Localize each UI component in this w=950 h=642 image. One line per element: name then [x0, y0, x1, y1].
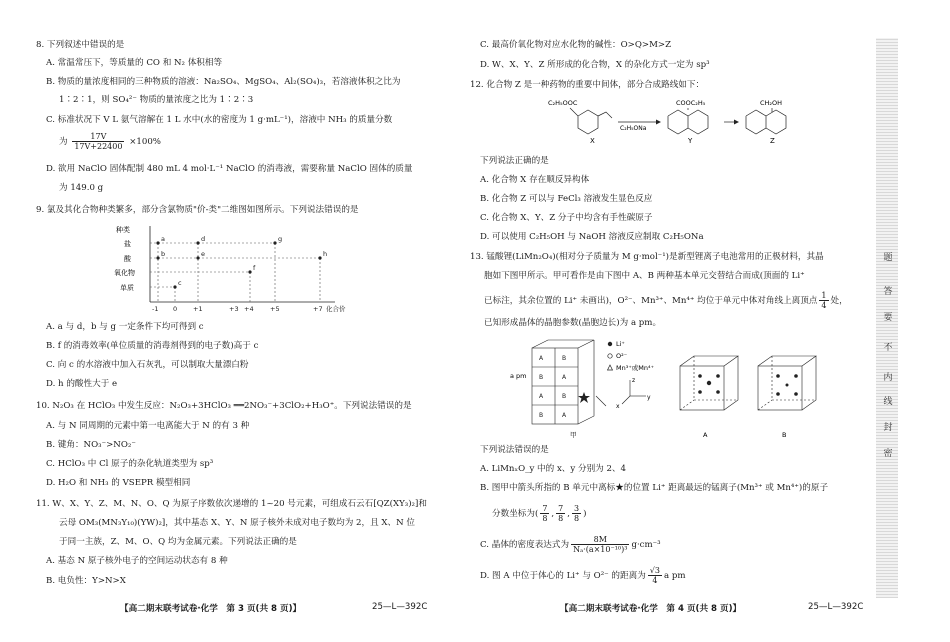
q13-d-den: 4: [652, 576, 658, 585]
q10-option-a: A. 与 N 同周期的元素中第一电离能大于 N 的有 3 种: [46, 421, 250, 431]
q9-y-label-1: 酸: [124, 255, 131, 263]
q13-b-frac1-num: 7: [542, 504, 548, 513]
left-page: [0, 0, 470, 642]
q13-star-marker: [578, 392, 590, 403]
q13-l3-pre: 已标注，其余位置的 Li⁺ 未画出)，O²⁻、Mn³⁺、Mn⁴⁺ 均位于单元中体对角线上离顶点: [484, 296, 818, 306]
q8-c-fraction: [72, 132, 124, 151]
q13-unit-a-atoms: [698, 374, 720, 394]
q9-point-e-label: e: [201, 250, 205, 258]
binding-char-3: 不: [883, 343, 893, 353]
q12-reagent: C₂H₅ONa: [620, 125, 647, 132]
q8-title: 8. 下列叙述中错误的是: [36, 40, 125, 50]
q9-point-d-label: d: [201, 235, 206, 243]
q13-legend-o-dot: [608, 354, 612, 358]
q9-x-ticks: [152, 304, 346, 313]
q13-option-b-line1: B. 图甲中箭头所指的 B 单元中离标★的位置 Li⁺ 距离最远的锰离子(Mn³⁺ 或 Mn⁴⁺)的原子: [480, 483, 829, 493]
q9-point-a-label: a: [161, 235, 165, 243]
q13-cell-labels: [539, 355, 567, 419]
q8-c-post: ×100%: [129, 137, 161, 147]
q13-c-den: Nₐ·(a×10⁻¹⁰)³: [573, 545, 628, 554]
q11-option-b: B. 电负性：Y>N>X: [46, 576, 126, 586]
q13-pointer-arrow: [596, 396, 606, 406]
q13-option-d: [480, 566, 686, 585]
q11-title-line2: 云母 OM₃(MN₃Y₁₀)(YW)₂]，其中基态 X、Y、N 原子核外未成对电子数均为 2，且 X、N 位: [59, 518, 415, 528]
q13-b-frac3-num: 3: [573, 504, 580, 513]
q13-l3-fraction: [819, 291, 828, 310]
q11-option-a: A. 基态 N 原子核外电子的空间运动状态有 8 种: [46, 556, 228, 566]
binding-char-1: 答: [883, 287, 893, 297]
q9-option-b: B. f 的消毒效率(单位质量的消毒剂得到的电子数)高于 c: [46, 341, 259, 351]
q13-unit-b-2: B: [539, 374, 544, 381]
q13-legend-mn-mark: [608, 365, 613, 370]
q13-line2: 胞如下图甲所示。甲可看作是由下图中 A、B 两种基本单元交替结合而成(顶面的 Li⁺: [484, 271, 805, 281]
q11-title-line1: 11. W、X、Y、Z、M、N、O、Q 为原子序数依次递增的 1~20 号元素，可组成石云石[QZ(XY₃)₂]和: [36, 499, 427, 509]
q9-y-label-2: 氧化物: [114, 269, 135, 277]
q13-caption-a: A: [703, 431, 708, 439]
q13-crystal-figure: [510, 336, 840, 440]
q13-c-num: 8M: [571, 535, 629, 545]
q13-b-frac2-num: 7: [558, 504, 564, 513]
q9-point-e: [196, 256, 199, 259]
q12-y-structure: [668, 108, 708, 134]
q8-c-den: 17V+22400: [74, 142, 123, 151]
q10-title: 10. N₂O₃ 在 HClO₃ 中发生反应：N₂O₃+3HClO₃ ══2NO₃⁻+3ClO₂+H₃O⁺。下列说法错误的是: [36, 401, 412, 411]
q8-option-b-line2: 1∶2∶1，则 SO₄²⁻ 物质的量浓度之比为 1∶2∶3: [59, 95, 254, 105]
q12-prompt: 下列说法正确的是: [480, 156, 549, 166]
q9-point-g: [273, 241, 276, 244]
q9-point-b-label: b: [161, 250, 166, 258]
q13-b-post: ): [583, 509, 587, 519]
q12-synthesis-route: [548, 96, 848, 146]
q13-l3-post: 处，: [830, 296, 848, 306]
q9-x-axis-label: 化合价: [326, 305, 346, 313]
q9-valence-class-chart: [110, 222, 370, 318]
q13-l3-den: 4: [821, 301, 827, 310]
q13-line1: 13. 锰酸锂(LiMn₂O₄)(相对分子质量为 M g·mol⁻¹)是新型锂离子电池常用的正极材料，其晶: [470, 252, 824, 262]
q9-point-h: [318, 256, 321, 259]
q13-legend-o: O²⁻: [616, 352, 628, 360]
binding-char-4: 内: [883, 373, 893, 383]
q13-line3: [484, 291, 848, 310]
q13-b-frac3: [572, 504, 581, 523]
q9-option-d: D. h 的酸性大于 e: [46, 379, 118, 389]
q13-prompt: 下列说法错误的是: [480, 445, 549, 455]
q13-b-frac3-den: 8: [573, 514, 580, 523]
q13-b-pre: 分数坐标为(: [492, 509, 539, 519]
q9-y-label-0: 盐: [124, 240, 131, 248]
q13-c-post: g·cm⁻³: [631, 540, 661, 550]
q13-caption-b: B: [782, 431, 787, 439]
q13-legend-mn: Mn³⁺或Mn⁴⁺: [616, 364, 655, 372]
q13-option-a: A. LiMnₓO_y 中的 x、y 分别为 2、4: [480, 464, 627, 474]
q13-unit-b-atoms: [776, 374, 798, 396]
q13-legend-li: Li⁺: [616, 340, 625, 348]
q13-unit-b-cube: [758, 356, 816, 410]
q11-option-c: C. 最高价氧化物对应水化物的碱性：O>Q>M>Z: [480, 40, 672, 50]
q9-point-h-label: h: [323, 250, 328, 258]
binding-char-5: 线: [883, 397, 893, 407]
q12-x-ester: C₂H₅OOC: [548, 99, 578, 107]
q9-x-tick-1: 0: [173, 305, 178, 313]
q8-option-d-line2: 为 149.0 g: [59, 183, 104, 193]
q8-c-num: 17V: [72, 132, 124, 142]
q10-option-d: D. H₂O 和 NH₃ 的 VSEPR 模型相同: [46, 478, 191, 488]
q13-c-fraction: [571, 535, 629, 554]
q13-unit-b-1: B: [562, 355, 567, 362]
q13-legend: [608, 340, 655, 372]
q9-point-c: [173, 285, 176, 288]
binding-char-2: 要: [883, 313, 893, 323]
q9-option-c: C. 向 c 的水溶液中加入石灰乳，可以制取大量漂白粉: [46, 360, 249, 370]
q12-label-z: Z: [770, 137, 775, 145]
q13-axis-x: x: [616, 403, 620, 410]
q9-guide-lines: [150, 243, 320, 302]
q9-point-f: [248, 270, 251, 273]
binding-char-7: 密: [883, 449, 893, 459]
q8-option-a: A. 常温常压下，等质量的 CO 和 N₂ 体积相等: [46, 58, 223, 68]
q13-c-pre: C. 晶体的密度表达式为: [480, 540, 570, 550]
q9-option-a: A. a 与 d，b 与 g 一定条件下均可得到 c: [46, 322, 204, 332]
right-footer-code: 25—L—392C: [808, 602, 864, 612]
q13-d-post: a pm: [663, 571, 686, 581]
q12-label-x: X: [590, 137, 595, 145]
q12-z-group: CH₂OH: [760, 99, 783, 107]
q9-point-a: [156, 241, 159, 244]
q12-x-structure: [570, 108, 612, 134]
q13-unit-a-3: A: [539, 393, 544, 400]
q8-option-c-line2: [59, 132, 161, 151]
q13-apm-label: a pm: [510, 372, 527, 380]
q12-option-a: A. 化合物 X 存在顺反异构体: [480, 175, 590, 185]
q12-label-y: Y: [688, 137, 693, 145]
q12-z-structure: [746, 108, 786, 134]
q8-option-c-line1: C. 标准状况下 V L 氨气溶解在 1 L 水中(水的密度为 1 g·mL⁻¹)，溶液中 NH₃ 的质量分数: [46, 115, 393, 125]
q13-line4: 已知形成晶体的晶胞参数(晶胞边长)为 a pm。: [484, 318, 662, 328]
q9-x-tick-3: +3: [229, 305, 239, 313]
q9-point-g-label: g: [278, 235, 283, 243]
q10-option-b: B. 键角：NO₃⁻>NO₂⁻: [46, 440, 136, 450]
q9-chart-ylabel: 种类: [116, 226, 130, 234]
q13-unit-b-4: B: [539, 412, 544, 419]
q11-title-line3: 于同一主族，Z、M、O、Q 均为金属元素。下列说法正确的是: [59, 537, 297, 547]
binding-char-0: 题: [883, 253, 893, 263]
q13-axis-y: y: [647, 394, 651, 401]
q9-x-tick-0: -1: [152, 305, 159, 313]
q12-option-c: C. 化合物 X、Y、Z 分子中均含有手性碳原子: [480, 213, 653, 223]
binding-char-6: 封: [883, 423, 893, 433]
q12-y-group: COOC₂H₅: [676, 99, 706, 107]
q9-point-c-label: c: [178, 279, 182, 287]
q13-option-c: [480, 535, 661, 554]
q13-unit-a-2: A: [562, 374, 567, 381]
q12-option-b: B. 化合物 Z 可以与 FeCl₃ 溶液发生显色反应: [480, 194, 653, 204]
left-footer: 【高二期末联考试卷·化学 第 3 页(共 8 页)】: [120, 604, 302, 614]
q13-b-frac2: [556, 504, 565, 523]
q13-b-frac1-den: 8: [542, 514, 548, 523]
q9-point-d: [196, 241, 199, 244]
q13-unit-a-4: A: [562, 412, 567, 419]
q12-arrow-2-head: [734, 120, 739, 125]
q13-d-num: √3: [649, 566, 660, 575]
q13-unit-a-1: A: [539, 355, 544, 362]
q9-point-f-label: f: [253, 264, 256, 272]
q9-x-tick-4: +4: [244, 305, 254, 313]
right-footer: 【高二期末联考试卷·化学 第 4 页(共 8 页)】: [560, 604, 742, 614]
q12-option-d: D. 可以使用 C₂H₅OH 与 NaOH 溶液反应制取 C₂H₅ONa: [480, 232, 704, 242]
right-page: [470, 0, 875, 642]
q9-x-tick-2: +1: [193, 305, 203, 313]
q13-axis-z: z: [632, 377, 636, 384]
q13-d-fraction: [648, 566, 662, 585]
q9-title: 9. 氯及其化合物种类繁多，部分含氯物质"价-类"二维图如图所示。下列说法错误的是: [36, 205, 359, 215]
q13-l3-num: 1: [821, 291, 827, 300]
q12-title: 12. 化合物 Z 是一种药物的重要中间体，部分合成路线如下：: [470, 80, 705, 90]
q9-x-tick-6: +7: [313, 305, 323, 313]
q13-unit-b-3: B: [562, 393, 567, 400]
q9-point-b: [156, 256, 159, 259]
q8-option-b-line1: B. 物质的量浓度相同的三种物质的溶液：Na₂SO₄、MgSO₄、Al₂(SO₄)₃，若溶液体积之比为: [46, 77, 401, 87]
q12-arrow-1-head: [656, 120, 661, 125]
q8-option-d-line1: D. 欲用 NaClO 固体配制 480 mL 4 mol·L⁻¹ NaClO 的消毒液，需要称量 NaClO 固体的质量: [46, 164, 413, 174]
q13-d-pre: D. 图 A 中位于体心的 Li⁺ 与 O²⁻ 的距离为: [480, 571, 646, 581]
q13-caption-jia: 甲: [570, 431, 577, 439]
q11-option-d: D. W、X、Y、Z 所形成的化合物，X 的杂化方式一定为 sp³: [480, 60, 710, 70]
q13-b-frac1: [540, 504, 549, 523]
left-footer-code: 25—L—392C: [372, 602, 428, 612]
q9-y-label-3: 单质: [120, 284, 134, 292]
q13-option-b-line2: 分数坐标为( $\frac{7}{8}$ , $\frac{7}{8}$ , $\frac{3}{8}$ ): [492, 504, 587, 523]
q8-c-pre: 为: [59, 137, 68, 147]
q13-legend-li-dot: [608, 342, 612, 346]
q13-b-frac2-den: 8: [558, 514, 564, 523]
q10-option-c: C. HClO₃ 中 Cl 原子的杂化轨道类型为 sp³: [46, 459, 214, 469]
q9-x-tick-5: +5: [270, 305, 280, 313]
